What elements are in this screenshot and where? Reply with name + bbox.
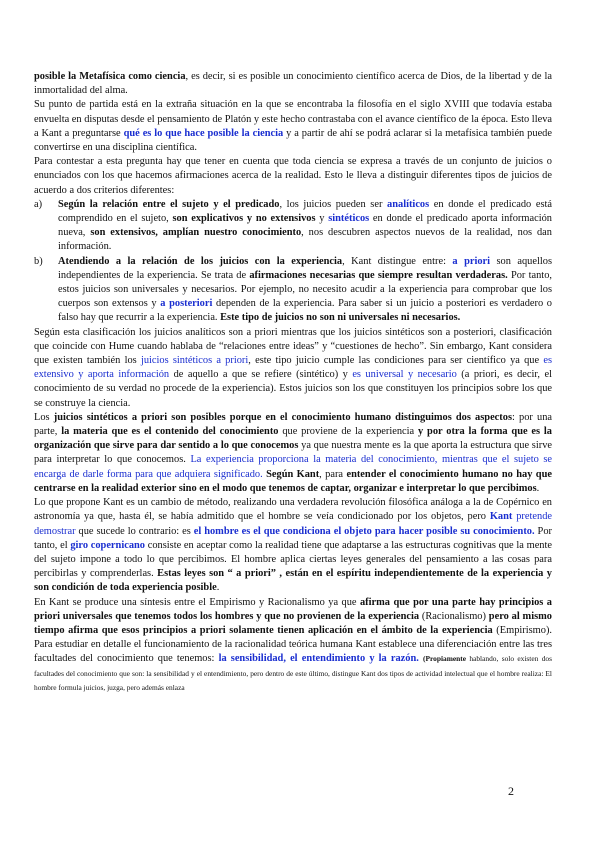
text: , Kant distingue entre: <box>342 255 453 267</box>
bold-text: son extensivos, amplían nuestro conocimiento <box>90 227 302 239</box>
bold-text: Según la relación entre el sujeto y el predicado <box>58 198 280 210</box>
bold-text: juicios sintéticos a priori son posibles porque en el conocimiento humano distinguimos dos aspectos <box>53 411 512 423</box>
text: Su punto de partida está en la extraña situación en la que se encontraba la filosofía en el siglo XVIII que todavía estaba envuelta en disputas desde el pensamiento de Platón y este hecho contrastaba con el avance científico de la época. Esto lleva a Kant a preguntarse <box>34 99 552 139</box>
text: de aquello a que se refiere (sintético) y <box>169 369 353 381</box>
paragraph-matter-form <box>34 411 552 496</box>
text: en donde el predicado está comprendido en el sujeto, <box>58 198 552 225</box>
blue-bold-text: la sensibilidad, el entendimiento y la razón. <box>218 653 419 665</box>
paragraph-synthetic-a-priori <box>34 326 552 411</box>
bold-text: Según Kant <box>266 468 320 480</box>
blue-text: es universal y necesario <box>352 369 457 381</box>
bold-text: pero al mismo tiempo afirma que esos principios a priori solamente tienen aplicación en el ámbito de la experiencia <box>34 610 552 636</box>
blue-text: La experiencia proporciona la materia del conocimiento, mientras que el sujeto se encarga de darle forma para que adquiera significado. <box>34 454 553 480</box>
paragraph-synthesis <box>34 596 552 695</box>
text: y <box>315 213 329 225</box>
page-number: 2 <box>508 784 514 798</box>
paragraph-judgments-intro: Para contestar a esta pregunta hay que tener en cuenta que toda ciencia se expresa a través de un conjunto de juicios o enunciados con los que hacemos afirmaciones acerca de la realidad. Esto le lleva a distinguir diferentes tipos de juicios de acuerdo a dos criterios diferentes: <box>34 156 552 196</box>
list-item-body <box>58 255 552 326</box>
bold-text: Atendiendo a la relación de los juicios con la experiencia <box>58 255 343 267</box>
blue-text: es extensivo y aporta información <box>34 355 552 381</box>
bold-text: posible la Metafísica como ciencia <box>34 71 186 82</box>
paragraph-copernican-turn <box>34 496 552 595</box>
bold-text: la materia que es el contenido del conocimiento <box>61 426 279 438</box>
term-analiticos: analíticos <box>387 198 430 210</box>
text: que sucede lo contrario: es <box>75 525 194 537</box>
text: Lo que propone Kant es un cambio de método, realizando una verdadera revolución filosófica análoga a la de Copérnico en astronomía ya que, hasta él, se había admitido que el hombre se veía condicionado por los objetos, pero <box>34 497 552 523</box>
bold-text: afirma que por una parte hay principios a priori universales que tenemos todos los hombres y que no provienen de la experiencia <box>34 596 552 622</box>
text: (a priori, es decir, el conocimiento de su verdad no procede de la experiencia). Estos juicios son los que constituyen los principios sobre los que se construye la ciencia. <box>34 369 552 409</box>
paragraph-metaphysics <box>34 70 552 98</box>
text: , los juicios pueden ser <box>279 198 388 210</box>
text: : por una parte, <box>34 411 553 438</box>
bold-text: entender el conocimiento humano no hay que centrarse en la realidad exterior sino en el modo que tenemos de captar, organizar e interpretar lo que percibimos <box>34 468 552 494</box>
bold-text: afirmaciones necesarias que siempre resultan verdaderas. <box>249 269 508 281</box>
criteria-list <box>34 198 552 326</box>
term-sinteticos: sintéticos <box>328 213 370 225</box>
small-text: hablando, solo existen dos facultades del conocimiento que son: la sensibilidad y el entendimiento, pero dentro de este último, distingue Kant dos tipos de actividad intelectual que el hombre realiza: El hombre formula juicios, juzga, pero además enlaza <box>34 654 552 692</box>
list-item-b <box>34 255 552 326</box>
text: que proviene de la experiencia <box>278 426 419 438</box>
text: (Empirismo). Para estudiar en detalle el funcionamiento de la racionalidad teórica humana Kant establece una diferenciación entre las tres facultades del conocimiento que tenemos: <box>34 624 553 665</box>
text: en donde el predicado aporta información nueva, <box>58 213 552 239</box>
small-bold-text: (Propiamente <box>423 654 466 664</box>
blue-bold-text: Kant <box>489 511 513 523</box>
text: , este tipo juicio cumple las condiciones para ser científico ya que <box>248 355 544 367</box>
term-a-priori: a priori <box>452 255 491 267</box>
list-marker: a) <box>34 198 43 210</box>
text: . <box>536 482 540 494</box>
text: (Racionalismo) <box>419 610 489 622</box>
text: . <box>216 582 220 594</box>
text: Los <box>34 411 54 423</box>
text: Por tanto, estos juicios son universales y necesarios. Por ejemplo, no necesito acudir a la experiencia para comprobar que los cuerpos son extensos y <box>58 269 552 310</box>
text: , nos descubren aspectos nuevos de la realidad, nos dan información. <box>58 227 552 253</box>
document-page <box>34 70 552 695</box>
text: y a partir de ahí se podrá aclarar si la metafísica también puede convertirse en una disciplina científica. <box>34 127 552 154</box>
text: En Kant se produce una síntesis entre el Empirismo y Racionalismo ya que <box>34 596 360 608</box>
term-giro-copernicano: giro copernicano <box>70 539 145 551</box>
text: Por tanto, el <box>34 525 552 551</box>
list-marker: b) <box>34 255 43 267</box>
blue-text: pretende demostrar <box>34 511 553 537</box>
blue-text: juicios sintéticos a priori <box>140 355 249 367</box>
highlight-question: qué es lo que hace posible la ciencia <box>123 127 284 139</box>
text: son aquellos independientes de la experiencia. Se trata de <box>58 255 552 281</box>
text: consiste en aceptar como la realidad tiene que adaptarse a las estructuras cognitivas que la mente del sujeto impone a todo lo que percibimos. El hombre aplica ciertas leyes generales del pensamiento a las cosas para percibirlas y comprenderlas. <box>34 539 552 580</box>
text: , es decir, si es posible un conocimiento científico acerca de Dios, de la libertad y de la inmortalidad del alma. <box>34 71 552 97</box>
blue-bold-text: el hombre es el que condiciona el objeto para hacer posible su conocimiento. <box>193 525 535 537</box>
text: dependen de la experiencia. Para saber si un juicio a posteriori es verdadero o falso hay que recurrir a la experiencia. <box>58 298 553 324</box>
bold-text: y por otra la forma que es la organización que sirve para dar sentido a lo que conocemos <box>34 426 552 452</box>
text: Según esta clasificación los juicios analíticos son a priori mientras que los juicios sintéticos son a posteriori, clasificación que coincide con Hume cuando hablaba de “relaciones entre ideas” y “cuestiones de hecho”. Sin embargo, Kant considera que existen también los <box>34 326 552 367</box>
text: , para <box>319 468 347 480</box>
term-a-posteriori: a posteriori <box>160 298 213 310</box>
bold-text: Este tipo de juicios no son ni universales ni necesarios. <box>220 312 461 324</box>
bold-text: son explicativos y no extensivos <box>172 213 316 225</box>
list-item-body <box>58 198 552 255</box>
paragraph-starting-point <box>34 98 552 155</box>
list-item-a <box>34 198 552 255</box>
bold-text: Estas leyes son “ a priori” , están en el espíritu independientemente de la experiencia y son condición de toda experiencia posible <box>34 568 552 594</box>
text: ya que nuestra mente es la que aporta la estructura que sirve para interpretar lo que conocemos. <box>34 440 552 466</box>
